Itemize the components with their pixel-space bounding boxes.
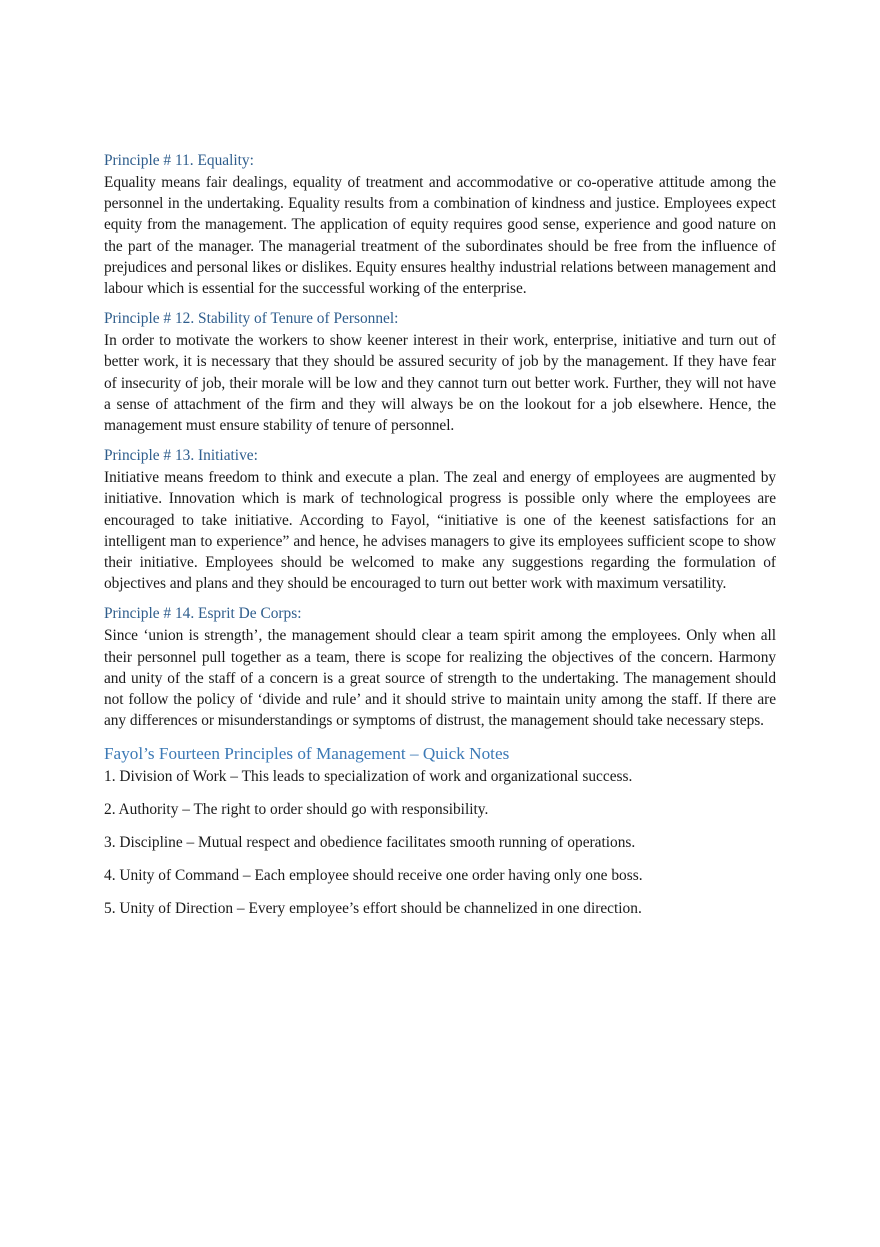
section-paragraph: Equality means fair dealings, equality of treatment and accommodative or co-operative attitude among the personnel in the undertaking. Equality results from a combination of kindness and justice. Employees expect equity from the management. The application of equity requires good sense, experience and good nature on the part of the manager. The managerial treatment of the subordinates should be free from the influence of prejudices and personal likes or dislikes. Equity ensures healthy industrial relations between management and labour which is essential for the successful working of the enterprise. — [104, 174, 776, 298]
document-page — [104, 150, 776, 931]
section-equality — [104, 150, 776, 299]
list-item: 4. Unity of Command – Each employee should receive one order having only one boss. — [104, 867, 643, 885]
list-item: 5. Unity of Direction – Every employee’s effort should be channelized in one direction. — [104, 900, 642, 918]
section-esprit-de-corps — [104, 603, 776, 731]
list-item: 1. Division of Work – This leads to specialization of work and organizational success. — [104, 768, 633, 786]
quick-notes-heading: Fayol’s Fourteen Principles of Management – Quick Notes — [104, 744, 510, 764]
section-stability-of-tenure — [104, 308, 776, 436]
section-paragraph: Since ‘union is strength’, the management should clear a team spirit among the employees. Only when all their personnel pull together as a team, there is scope for realizing the objectives of the concern. Harmony and unity of the staff of a concern is a great source of strength to the undertaking. The management should not follow the policy of ‘divide and rule’ and it should strive to maintain unity among the staff. If there are any differences or misunderstandings or symptoms of distrust, the management should take necessary steps. — [104, 627, 776, 730]
quick-notes-section — [104, 742, 776, 919]
quick-notes-list — [104, 766, 776, 919]
section-heading: Principle # 11. Equality: — [104, 152, 254, 169]
list-item: 2. Authority – The right to order should go with responsibility. — [104, 801, 489, 819]
section-paragraph: Initiative means freedom to think and execute a plan. The zeal and energy of employees are augmented by initiative. Innovation which is mark of technological progress is possible only where the employees are encouraged to take initiative. According to Fayol, “initiative is one of the keenest satisfactions for an intelligent man to experience” and hence, he advises managers to give its employees sufficient scope to show their initiative. Employees should be welcomed to make any suggestions regarding the formulation of objectives and plans and they should be encouraged to turn out better work with maximum versatility. — [104, 469, 776, 593]
section-paragraph: In order to motivate the workers to show keener interest in their work, enterprise, initiative and turn out of better work, it is necessary that they should be assured security of job by the management. If they have fear of insecurity of job, their morale will be low and they cannot turn out better work. Further, they will not have a sense of attachment of the firm and they will always be on the lookout for a job elsewhere. Hence, the management must ensure stability of tenure of personnel. — [104, 332, 776, 435]
section-initiative — [104, 445, 776, 594]
section-heading: Principle # 12. Stability of Tenure of Personnel: — [104, 310, 399, 328]
list-item: 3. Discipline – Mutual respect and obedience facilitates smooth running of operations. — [104, 834, 636, 852]
section-heading: Principle # 14. Esprit De Corps: — [104, 605, 302, 623]
section-heading: Principle # 13. Initiative: — [104, 447, 258, 465]
